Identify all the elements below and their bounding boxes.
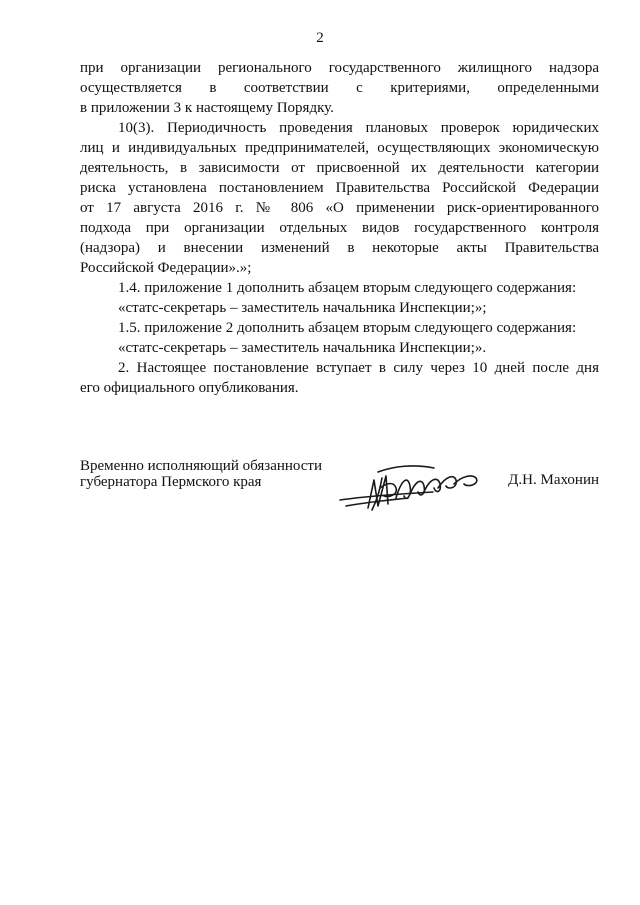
text-line: «статс-секретарь – заместитель начальника Инспекции;»;	[118, 300, 487, 316]
text-line: деятельность, в зависимости от присвоенной их деятельности категории	[80, 160, 599, 176]
paragraph	[80, 58, 599, 118]
text-line: 1.5. приложение 2 дополнить абзацем вторым следующего содержания:	[118, 320, 577, 336]
paragraph	[80, 278, 599, 298]
paragraph	[80, 118, 599, 278]
text-line: подхода при организации отдельных видов государственного контроля	[80, 220, 599, 236]
paragraph	[80, 358, 599, 398]
paragraph	[80, 338, 599, 358]
text-line: при организации регионального государственного жилищного надзора	[80, 60, 599, 76]
page-number: 2	[316, 30, 324, 46]
text-line: 10(3). Периодичность проведения плановых проверок юридических	[118, 120, 599, 136]
text-line: от 17 августа 2016 г. № 806 «О применении риск-ориентированного	[80, 200, 599, 216]
paragraph	[80, 298, 599, 318]
document-body	[80, 58, 599, 398]
text-line: лиц и индивидуальных предпринимателей, осуществляющих экономическую	[80, 140, 599, 156]
text-line: «статс-секретарь – заместитель начальника Инспекции;».	[118, 340, 487, 356]
text-line: (надзора) и внесении изменений в некоторые акты Правительства	[80, 240, 599, 256]
signatory-name: Д.Н. Махонин	[508, 472, 599, 488]
text-line: риска установлена постановлением Правительства Российской Федерации	[80, 180, 599, 196]
signatory-position	[80, 458, 322, 490]
signatory-position-line: губернатора Пермского края	[80, 474, 262, 490]
text-line: 2. Настоящее постановление вступает в силу через 10 дней после дня	[118, 360, 599, 376]
text-line: Российской Федерации».»;	[80, 260, 252, 276]
paragraph	[80, 318, 599, 338]
text-line: осуществляется в соответствии с критериями, определенными	[80, 80, 599, 96]
text-line: 1.4. приложение 1 дополнить абзацем вторым следующего содержания:	[118, 280, 577, 296]
handwritten-signature-icon	[338, 458, 488, 514]
signatory-position-line: Временно исполняющий обязанности	[80, 458, 323, 474]
text-line: в приложении 3 к настоящему Порядку.	[80, 100, 334, 116]
signature-block	[80, 458, 599, 518]
text-line: его официального опубликования.	[80, 380, 299, 396]
